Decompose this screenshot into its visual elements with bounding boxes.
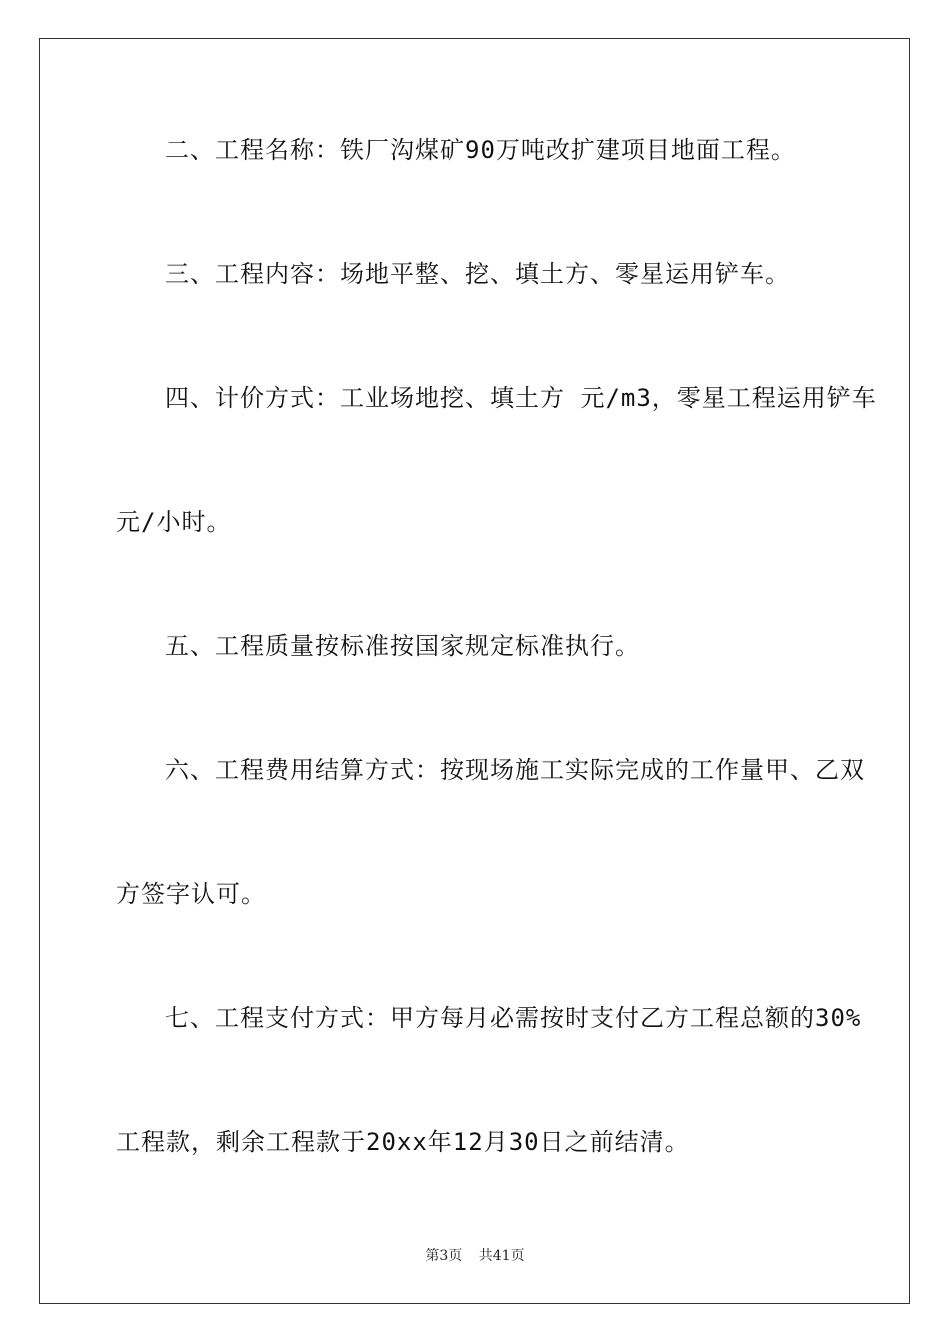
clause-payment-line-2: 工程款，剩余工程款于20xx年12月30日之前结清。 (116, 1128, 690, 1156)
page-number-total: 共41页 (478, 1248, 525, 1264)
clause-payment-line-1: 七、工程支付方式：甲方每月必需按时支付乙方工程总额的30% (165, 1004, 862, 1032)
clause-pricing-line-2: 元/小时。 (116, 508, 232, 536)
page-footer (0, 1247, 950, 1265)
clause-project-name: 二、工程名称：铁厂沟煤矿90万吨改扩建项目地面工程。 (165, 136, 796, 164)
clause-settlement-line-2: 方签字认可。 (116, 880, 266, 908)
page-frame (39, 38, 910, 1304)
clause-project-content: 三、工程内容：场地平整、挖、填土方、零星运用铲车。 (165, 260, 790, 288)
clause-pricing-line-1: 四、计价方式：工业场地挖、填土方 元/m3，零星工程运用铲车 (165, 384, 877, 412)
clause-settlement-line-1: 六、工程费用结算方式：按现场施工实际完成的工作量甲、乙双 (165, 756, 865, 784)
clause-quality: 五、工程质量按标准按国家规定标准执行。 (165, 632, 640, 660)
page-number-current: 第3页 (425, 1248, 463, 1264)
